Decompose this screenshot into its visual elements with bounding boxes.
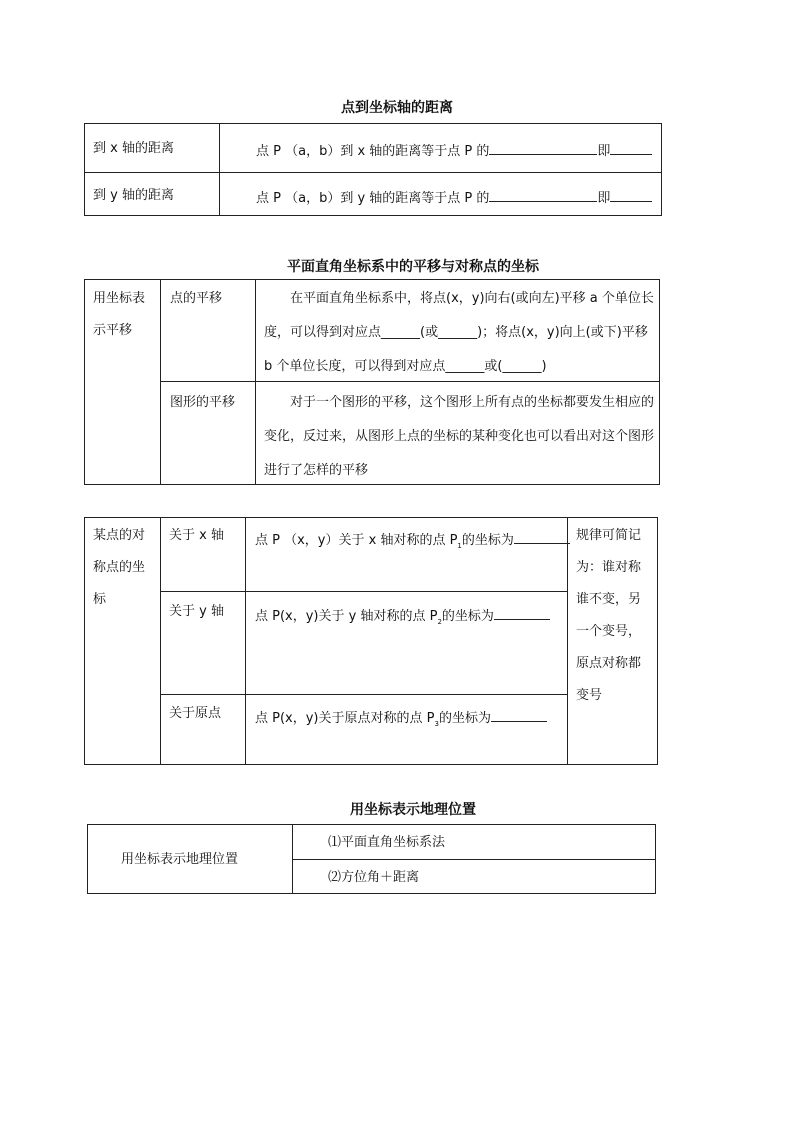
symmetry-origin-label: 关于原点: [169, 706, 222, 721]
location-method-1: ⑴平面直角坐标系法: [328, 835, 446, 850]
fill-blank: [491, 709, 547, 722]
location-method-2: ⑵方位角＋距离: [328, 870, 420, 885]
symmetry-origin-statement: 点 P(x，y)关于原点对称的点 P: [255, 711, 435, 726]
table-divider: [245, 517, 246, 765]
section4-title: 用坐标表示地理位置: [350, 802, 476, 818]
symmetry-y-tail: 的坐标为: [441, 609, 494, 624]
fill-blank: [494, 607, 550, 620]
row-label-y-distance: 到 y 轴的距离: [93, 188, 174, 203]
y-distance-statement: 点 P （a，b）到 y 轴的距离等于点 P 的: [256, 191, 490, 206]
fill-blank: [610, 189, 652, 202]
symmetry-x-tail: 的坐标为: [461, 533, 514, 548]
figure-translation-label: 图形的平移: [170, 395, 236, 410]
row-text-x-distance: [256, 142, 652, 158]
subscript: 1: [457, 542, 462, 550]
row-text-y-distance: [256, 189, 652, 205]
symmetry-x-text: [255, 531, 570, 550]
section2-title: 平面直角坐标系中的平移与对称点的坐标: [287, 259, 539, 275]
symmetry-origin-tail: 的坐标为: [438, 711, 491, 726]
x-distance-statement: 点 P （a，b）到 x 轴的距离等于点 P 的: [256, 144, 490, 159]
table-divider: [160, 517, 161, 765]
table-divider: [567, 517, 568, 765]
subscript: 2: [437, 618, 442, 626]
x-distance-tail: 即: [597, 144, 611, 159]
symmetry-y-statement: 点 P(x，y)关于 y 轴对称的点 P: [255, 609, 438, 624]
symmetry-x-label: 关于 x 轴: [169, 528, 224, 543]
table-divider: [255, 279, 256, 485]
symmetry-x-statement: 点 P （x，y）关于 x 轴对称的点 P: [255, 533, 458, 548]
fill-blank: [610, 142, 652, 155]
figure-translation-text: 对于一个图形的平移，这个图形上所有点的坐标都要发生相应的变化，反过来，从图形上点的坐标的某种变化也可以看出对这个图形进行了怎样的平移: [264, 395, 655, 478]
table-divider: [292, 859, 656, 860]
location-label: 用坐标表示地理位置: [121, 852, 239, 867]
table-divider: [219, 123, 220, 216]
section1-title: 点到坐标轴的距离: [341, 100, 453, 116]
translation-label: 用坐标表示平移: [93, 291, 146, 338]
symmetry-y-label: 关于 y 轴: [169, 604, 224, 619]
table-divider: [160, 279, 161, 485]
subscript: 3: [434, 720, 439, 728]
fill-blank: [489, 189, 597, 202]
symmetry-rule: 规律可简记为：谁对称谁不变，另一个变号，原点对称都变号: [576, 528, 642, 703]
point-translation-label: 点的平移: [170, 291, 223, 306]
table-divider: [160, 591, 567, 592]
row-label-x-distance: 到 x 轴的距离: [93, 141, 174, 156]
fill-blank: [489, 142, 597, 155]
point-translation-text: 在平面直角坐标系中，将点(x，y)向右(或向左)平移 a 个单位长度，可以得到对应点______(或______)；将点(x，y)向上(或下)平移 b 个单位长度，可以得到对应点______或(______): [264, 291, 654, 374]
symmetry-y-text: [255, 607, 550, 626]
table-divider: [160, 694, 567, 695]
symmetry-origin-text: [255, 709, 547, 728]
fill-blank: [514, 531, 570, 544]
symmetry-label: 某点的对称点的坐标: [93, 528, 146, 607]
table-divider: [84, 172, 662, 173]
y-distance-tail: 即: [597, 191, 611, 206]
